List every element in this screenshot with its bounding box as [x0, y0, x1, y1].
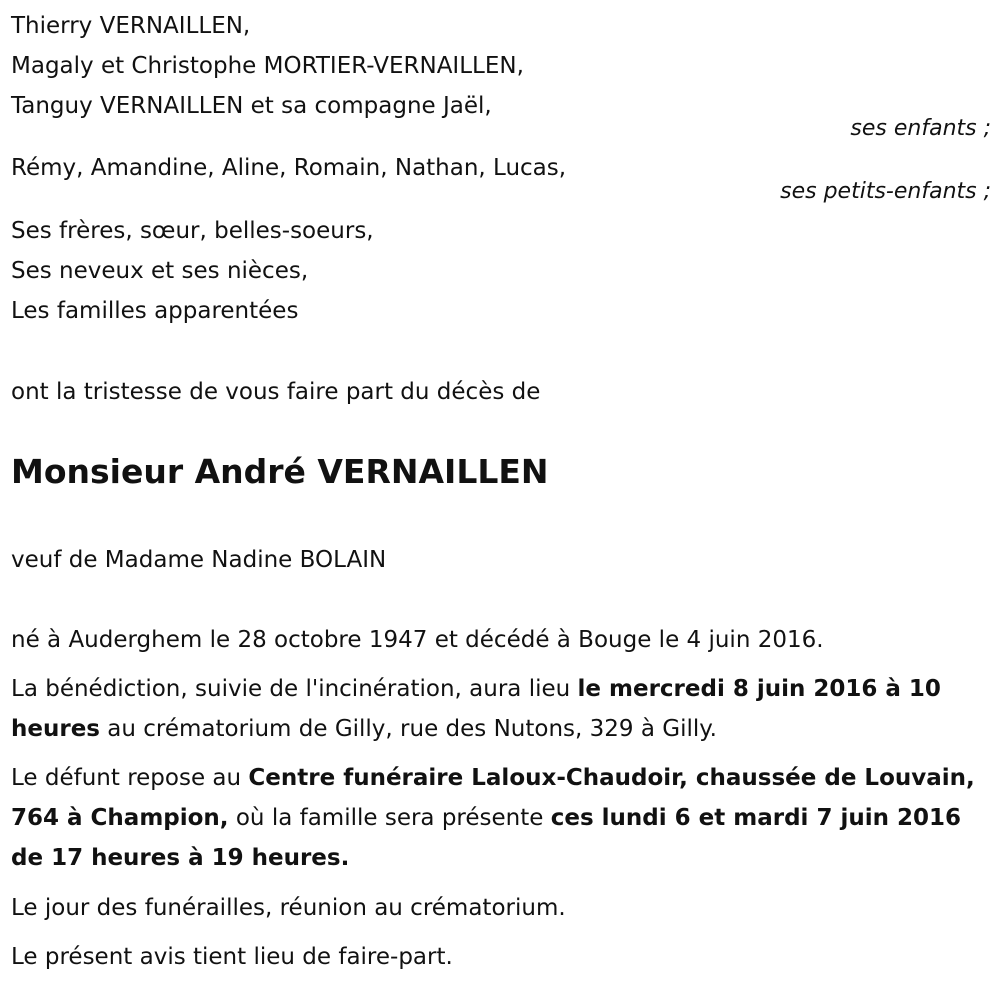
ceremony-intro: La bénédiction, suivie de l'incinération, aura lieu: [11, 676, 578, 702]
repose-place: Centre funéraire Laloux-Chaudoir, chaussée de Louvain, 764 à Champion,: [11, 765, 975, 831]
others-line-2: Ses neveux et ses nièces,: [11, 258, 309, 284]
child-line-1: Thierry VERNAILLEN,: [11, 13, 251, 39]
others-line-3: Les familles apparentées: [11, 298, 299, 324]
repose-hours: ces lundi 6 et mardi 7 juin 2016 de 17 heures à 19 heures.: [11, 805, 961, 871]
children-block: [11, 6, 991, 126]
repose-middle: où la famille sera présente: [228, 805, 551, 831]
deceased-name: Monsieur André VERNAILLEN: [11, 452, 549, 491]
closing-line: Le présent avis tient lieu de faire-part.: [11, 944, 453, 970]
child-line-3: Tanguy VERNAILLEN et sa compagne Jaël,: [11, 93, 492, 119]
others-block: [11, 211, 991, 331]
widower-line: veuf de Madame Nadine BOLAIN: [11, 547, 387, 573]
grandchildren-relation: ses petits-enfants ;: [780, 179, 991, 204]
others-line-1: Ses frères, sœur, belles-soeurs,: [11, 218, 374, 244]
grandchildren-line: Rémy, Amandine, Aline, Romain, Nathan, Lucas,: [11, 155, 567, 181]
funeral-day-line: Le jour des funérailles, réunion au crématorium.: [11, 895, 566, 921]
repose-intro: Le défunt repose au: [11, 765, 249, 791]
ceremony-location: au crématorium de Gilly, rue des Nutons, 329 à Gilly.: [99, 716, 717, 742]
birth-death-line: né à Auderghem le 28 octobre 1947 et décédé à Bouge le 4 juin 2016.: [11, 627, 824, 653]
repose-paragraph: [11, 758, 991, 878]
ceremony-paragraph: [11, 669, 991, 749]
child-line-2: Magaly et Christophe MORTIER-VERNAILLEN,: [11, 53, 524, 79]
announcement-text: ont la tristesse de vous faire part du décès de: [11, 379, 541, 405]
children-relation: ses enfants ;: [850, 116, 991, 141]
ceremony-date-time: le mercredi 8 juin 2016 à 10 heures: [11, 676, 941, 742]
